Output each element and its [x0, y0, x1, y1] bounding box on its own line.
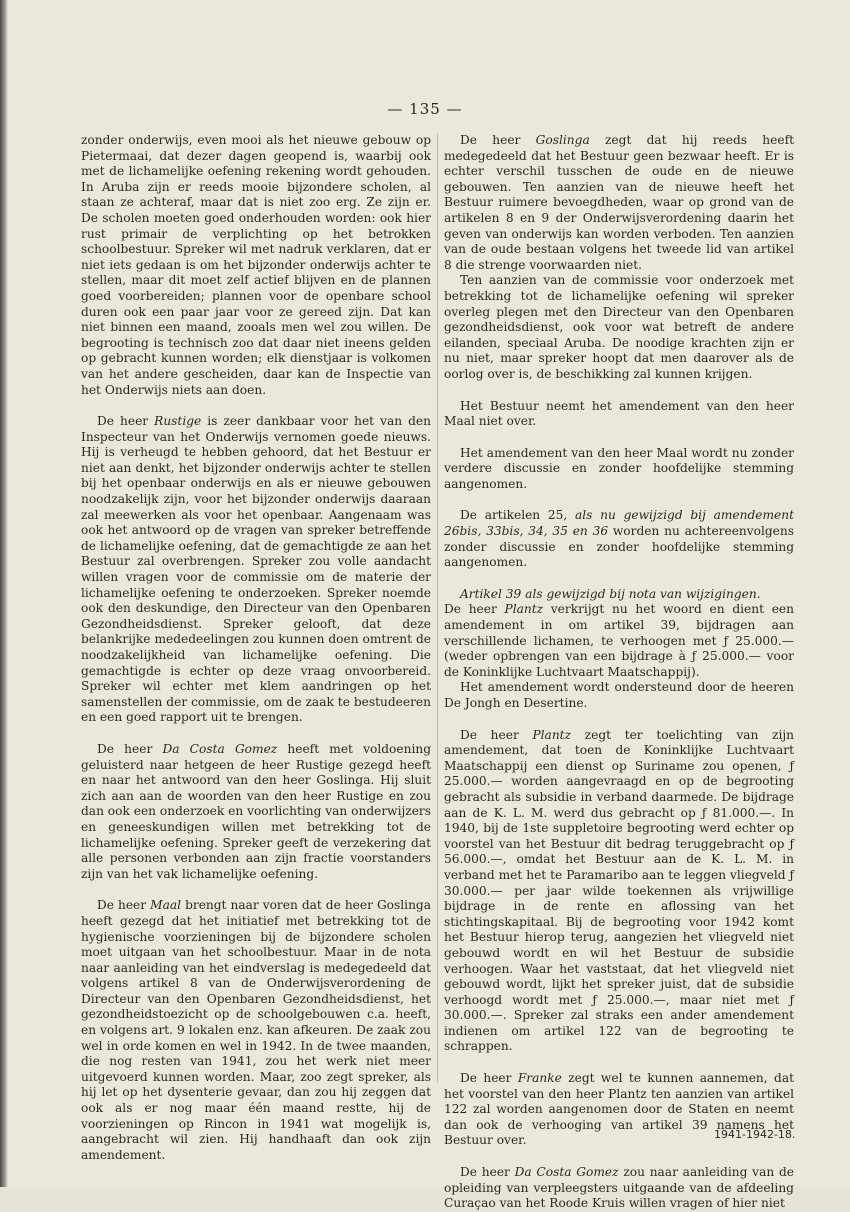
paragraph-text: zegt ter toelichting van zijn amendement, dat toen de Koninklijke Luchtvaart Maatschappij een dienst op Suriname zou openen, ƒ 25.000.— worden aangevraagd en op de begrooting gebracht als subsidie in verband daarmede. De bijdrage aan de K. L. M. werd dus gebracht op ƒ 81.000.—. In 1940, bij de 1ste suppletoire begrooting werd echter op voorstel van het Bestuur dit bedrag teruggebracht op ƒ 56.000.—, omdat het Bestuur aan de K. L. M. in verband met het te Paramaribo aan te leggen vliegveld ƒ 30.000.— per jaar wilde toekennen als vrijwillige bijdrage in de rente en aflossing van het stichtingskapitaal. Bij de begrooting voor 1942 komt het Bestuur hierop terug, aangezien het vliegveld niet gebouwd wordt en wil het Bestuur de subsidie verhoogen. Waar het vaststaat, dat het vliegveld niet gebouwd wordt, lijkt het spreker juist, dat de subsidie verhoogd wordt met ƒ 25.000.—, maar niet met ƒ 30.000.—. Spreker zal straks een ander amendement indienen om artikel 122 van de begrooting te schrappen. — [444, 727, 794, 1054]
paragraph-text: zegt wel te kunnen aannemen, dat het voorstel van den heer Plantz ten aanzien van artikel 122 zal worden aangenomen door de Staten en neemt dan ook de verhooging van artikel 39 namens het Bestuur over. — [444, 1071, 794, 1148]
paragraph — [444, 1165, 794, 1212]
paragraph-lead: De heer — [444, 602, 505, 617]
column-divider — [437, 133, 438, 1083]
paragraph — [81, 742, 431, 882]
paragraph-lead: De artikelen 25, — [460, 508, 576, 523]
paragraph-text: zegt dat hij reeds heeft medegedeeld dat het Bestuur geen bezwaar heeft. Er is echter verschil tusschen de oude en de nieuwe gebouwen. Ten aanzien van de nieuwe heeft het Bestuur ruimere bevoegdheden, waar op grond van de artikelen 8 en 9 der Onderwijsverordening daarin het geven van onderwijs kan worden verboden. Ten aanzien van de oude bestaan volgens het tweede lid van artikel 8 die strenge voorwaarden niet. — [444, 133, 794, 272]
speaker-name: Rustige — [154, 414, 202, 429]
paragraph — [444, 133, 794, 273]
paragraph-lead: De heer — [460, 133, 536, 147]
paragraph — [444, 728, 794, 1055]
article-heading — [444, 587, 794, 603]
paragraph-text: Het amendement wordt ondersteund door de heeren De Jongh en Desertine. — [444, 680, 794, 710]
paragraph-lead: De heer — [97, 414, 155, 429]
paragraph-text: worden nu achtereenvolgens zonder discussie en zonder hoofdelijke stemming aangenomen. — [444, 524, 794, 570]
paragraph-text: zou naar aanleiding van de opleiding van verpleegsters uitgaande van de afdeeling Curaçao van het Roode Kruis willen vragen of hier niet — [444, 1165, 794, 1211]
paragraph — [444, 602, 794, 680]
paragraph-text: Ten aanzien van de commissie voor onderzoek met betrekking tot de lichamelijke oefening wil spreker overleg plegen met den Directeur van den Openbaren gezondheidsdienst, ook voor wat betreft de andere eilanden, speciaal Aruba. De noodige krachten zijn er nu niet, maar spreker hoopt dat men daarover als de oorlog over is, de beschikking zal kunnen krijgen. — [444, 273, 794, 381]
paragraph-lead: De heer — [460, 727, 533, 742]
paragraph-text: Het Bestuur neemt het amendement van den heer Maal niet over. — [444, 398, 794, 429]
speaker-name: Plantz — [532, 727, 571, 742]
paragraph-text: heeft met voldoening geluisterd naar hetgeen de heer Rustige gezegd heeft en naar het antwoord van den heer Goslinga. Hij sluit zich aan aan de woorden van den heer Rustige en zou dan ook een onderzoek en voorlichting van onderwijzers en geneeskundigen willen met betrekking tot de lichamelijke oefening. Spreker geeft de verzekering dat alle personen verbonden aan zijn fractie voorstanders zijn van het vak lichamelijke oefening. — [81, 741, 431, 881]
paragraph — [444, 680, 794, 711]
article-title: Artikel 39 als gewijzigd bij nota van wijzigingen. — [460, 586, 761, 601]
paragraph-text: verkrijgt nu het woord en dient een amendement in om artikel 39, bijdragen aan verschillende lichamen, te verhoogen met ƒ 25.000.— (weder opbrengen van een bijdrage à ƒ 25.000.— voor de Koninklijke Luchtvaart Maatschappij). — [444, 602, 794, 679]
paragraph — [444, 399, 794, 430]
paragraph — [444, 273, 794, 382]
left-text-column — [81, 133, 431, 1163]
paragraph — [81, 414, 431, 726]
speaker-name: Da Costa Gomez — [514, 1165, 619, 1180]
speaker-name: Franke — [517, 1071, 562, 1086]
paragraph — [81, 898, 431, 1163]
speaker-name: Plantz — [504, 602, 544, 617]
paragraph-lead: De heer — [97, 741, 163, 756]
paragraph-lead: De heer — [460, 1165, 515, 1180]
paragraph-text: Het amendement van den heer Maal wordt nu zonder verdere discussie en zonder hoofdelijke stemming aangenomen. — [444, 445, 794, 491]
article-reference: als nu gewijzigd bij amendement 26bis, 33bis, 34, 35 en 36 — [444, 508, 794, 539]
paragraph — [81, 133, 431, 398]
speaker-name: Goslinga — [535, 133, 590, 147]
paragraph-lead: De heer — [460, 1071, 518, 1086]
paragraph — [444, 508, 794, 570]
page-number: — 135 — — [387, 100, 463, 118]
speaker-name: Maal — [150, 898, 182, 913]
speaker-name: Da Costa Gomez — [162, 741, 278, 756]
paragraph-text: is zeer dankbaar voor het van den Inspecteur van het Onderwijs vernomen goede nieuws. Hij is verheugd te hebben gehoord, dat het Bestuur er niet aan denkt, het bijzonder onderwijs achter te stellen bij het openbaar onderwijs en als er nieuwe gebouwen noodzakelijk zijn, voor het bijzonder onderwijs daaraan zal meewerken als voor het openbaar. Aangenaam was ook het antwoord op de vragen van spreker betreffende de lichamelijke oefening, dat de gemachtigde ze aan het Bestuur zal overbrengen. Spreker zou volle aandacht willen vragen voor de commissie om de materie der lichamelijke oefening te onderzoeken. Spreker noemde ook den deskundige, den Directeur van den Openbaren Gezondheidsdienst. Spreker gelooft, dat deze belankrijke mededeelingen zou kunnen doen omtrent de noodzakelijkheid van lichamelijke oefening. Die gemachtigde is echter op deze vraag onvoorbereid. Spreker wil echter met klem aandringen op het samenstellen der commissie, om de zaak te bestudeeren en een goed rapport uit te brengen. — [81, 414, 431, 725]
page-footer: 1941-1942-18. — [714, 1128, 796, 1141]
paragraph — [444, 446, 794, 493]
right-text-column — [444, 133, 794, 1212]
paragraph-text: brengt naar voren dat de heer Goslinga heeft gezegd dat het initiatief met betrekking tot de hygienische voorzieningen bij de bijzondere scholen moet uitgaan van het schoolbestuur. Maar in de nota naar aanleiding van het eindverslag is medegedeeld dat volgens artikel 8 van de Onderwijsverordening de Directeur van den Openbaren Gezondheidsdienst, het gezondheidstoezicht op de schoolgebouwen c.a. heeft, en volgens art. 9 lokalen enz. kan afkeuren. De zaak zou wel in orde komen en wel in 1942. In de twee maanden, die nog resten van 1941, zou het werk niet meer uitgevoerd kunnen worden. Maar, zoo zegt spreker, als hij let op het dysenterie gevaar, dan zou hij zeggen dat ook als er nog maar één maand restte, hij de voorzieningen op Rincon in 1941 wat mogelijk is, aangebracht wil zien. Hij handhaaft dan ook zijn amendement. — [81, 898, 431, 1162]
paragraph-text: zonder onderwijs, even mooi als het nieuwe gebouw op Pietermaai, dat dezer dagen geopend is, waarbij ook met de lichamelijke oefening rekening wordt gehouden. In Aruba zijn er reeds mooie bijzondere scholen, al staan ze achteraf, maar dat is niet zoo erg. Ze zijn er. De scholen moeten goed onderhouden worden: ook hier rust primair de verplichting op het betrokken schoolbestuur. Spreker wil met nadruk verklaren, dat er niet iets gedaan is om het bijzonder onderwijs achter te stellen, maar dit moet zelf actief blijven en de plannen goed voorbereiden; plannen voor de openbare school duren ook een paar jaar voor ze gereed zijn. Dat kan niet binnen een maand, zooals men wel zou willen. De begrooting is technisch zoo dat daar niet ineens gelden op gebracht kunnen worden; elk dienstjaar is volkomen van het andere gescheiden, daar kan de Inspectie van het Onderwijs niets aan doen. — [81, 133, 431, 397]
scan-edge-shadow — [0, 0, 8, 1187]
paragraph-lead: De heer — [97, 898, 151, 913]
